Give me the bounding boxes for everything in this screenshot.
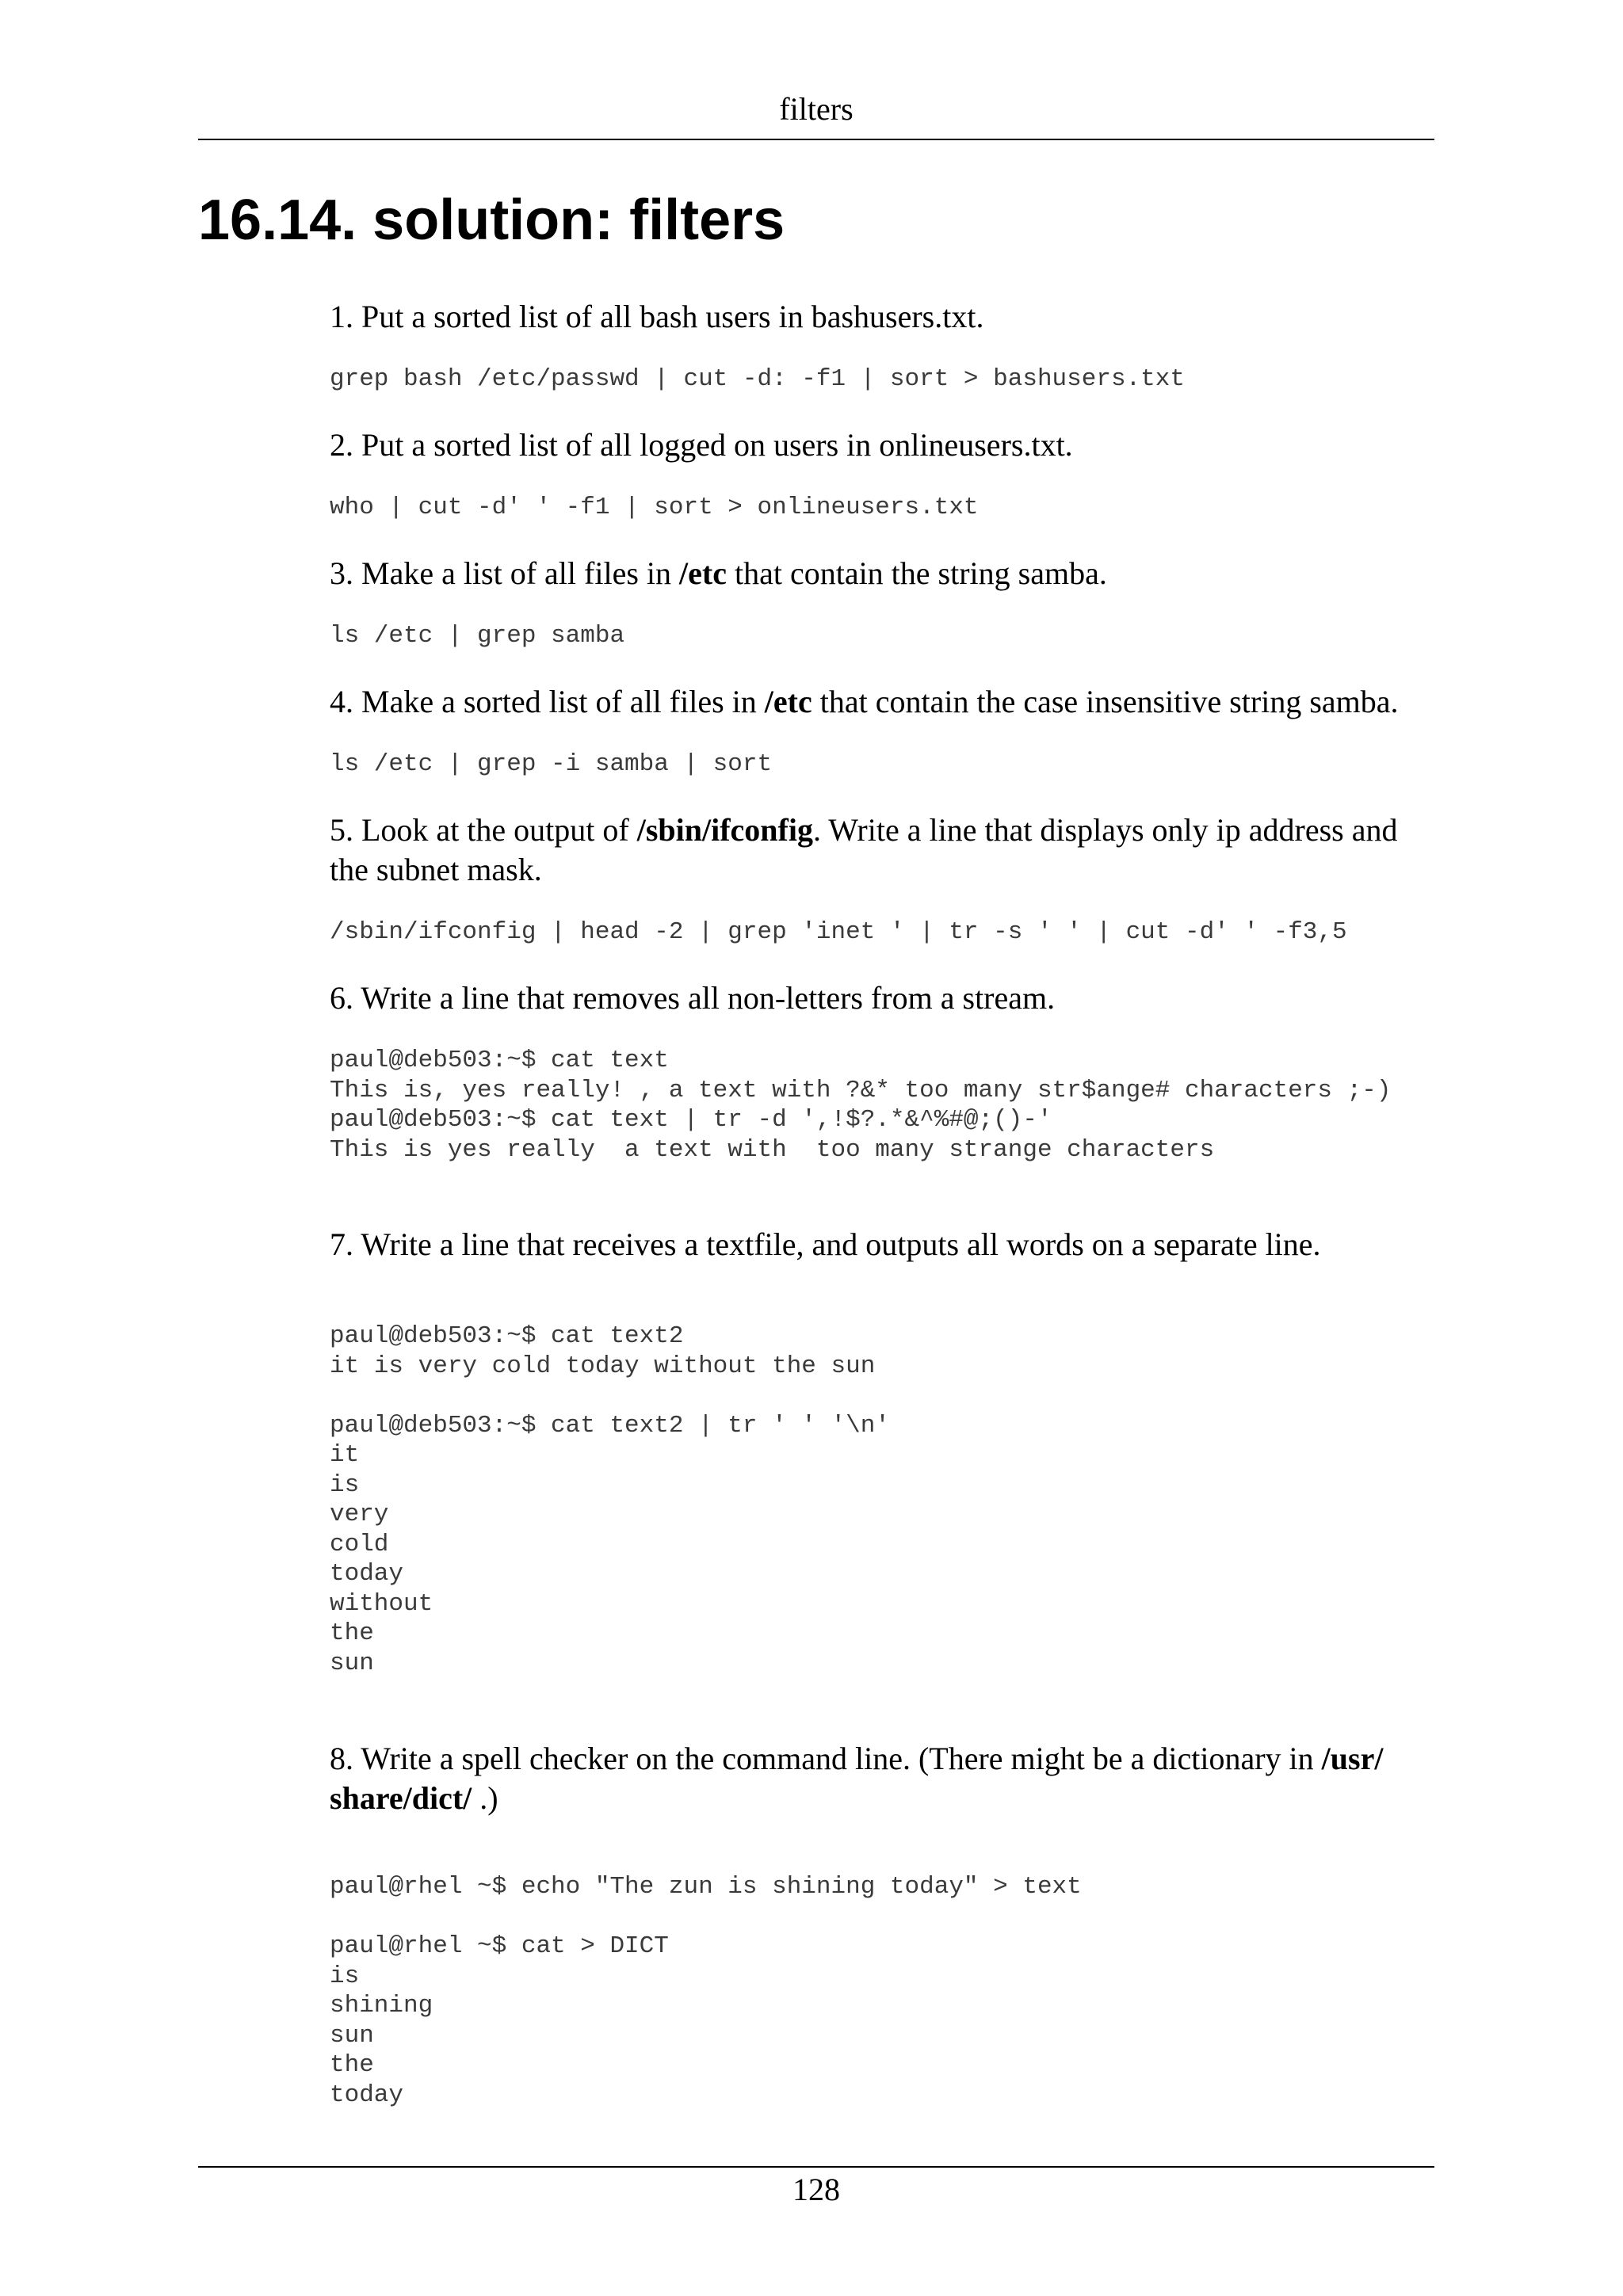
exercise-5-text <box>330 810 1436 890</box>
exercise-4-code: ls /etc | grep -i samba | sort <box>330 750 773 778</box>
section-heading: 16.14. solution: filters <box>198 189 785 252</box>
exercise-3-text-end: that contain the string samba. <box>726 555 1107 591</box>
exercise-5-text-start: 5. Look at the output of <box>330 812 637 848</box>
exercise-3-text <box>330 554 1436 593</box>
running-header: filters <box>779 91 854 127</box>
header-divider <box>198 139 1434 140</box>
exercise-7-code: paul@deb503:~$ cat text2 it is very cold today without the sun paul@deb503:~$ cat text2 | tr ' ' '\n' it is very cold today without the sun <box>330 1322 890 1677</box>
exercise-2-code: who | cut -d' ' -f1 | sort > onlineusers.txt <box>330 494 979 521</box>
exercise-5-command: /sbin/ifconfig <box>636 812 813 848</box>
exercise-8-text-end: .) <box>472 1780 498 1816</box>
exercise-8-text-start: 8. Write a spell checker on the command line. (There might be a dictionary in <box>330 1741 1322 1776</box>
exercise-5-code: /sbin/ifconfig | head -2 | grep 'inet ' | tr -s ' ' | cut -d' ' -f3,5 <box>330 918 1347 946</box>
page-number: 128 <box>792 2172 840 2207</box>
exercise-8-path: /usr/ share/dict/ <box>330 1741 1384 1816</box>
exercise-5-text-end: . Write a line that displays only ip address and the subnet mask. <box>330 812 1398 887</box>
exercise-3-path: /etc <box>679 555 727 591</box>
exercise-1-code: grep bash /etc/passwd | cut -d: -f1 | sort > bashusers.txt <box>330 365 1185 393</box>
exercise-4-text-end: that contain the case insensitive string samba. <box>812 684 1399 719</box>
exercise-3-text-start: 3. Make a list of all files in <box>330 555 680 591</box>
exercise-4-text <box>330 682 1436 722</box>
exercise-2-text: 2. Put a sorted list of all logged on users in onlineusers.txt. <box>330 427 1073 463</box>
exercise-1-text: 1. Put a sorted list of all bash users in bashusers.txt. <box>330 299 984 334</box>
exercise-4-path: /etc <box>764 684 812 719</box>
exercise-4-text-start: 4. Make a sorted list of all files in <box>330 684 765 719</box>
exercise-6-text: 6. Write a line that removes all non-letters from a stream. <box>330 980 1056 1016</box>
exercise-6-code: paul@deb503:~$ cat text This is, yes really! , a text with ?&* too many str$ange# characters ;-) paul@deb503:~$ cat text | tr -d ',!$?.*&^%#@;()-' This is yes really a text with too many strange characters <box>330 1047 1392 1164</box>
exercise-8-text <box>330 1739 1436 1818</box>
exercise-8-code: paul@rhel ~$ echo "The zun is shining today" > text paul@rhel ~$ cat > DICT is shining sun the today <box>330 1873 1082 2109</box>
exercise-3-code: ls /etc | grep samba <box>330 622 625 650</box>
footer-divider <box>198 2166 1434 2168</box>
exercise-7-text: 7. Write a line that receives a textfile, and outputs all words on a separate line. <box>330 1226 1321 1262</box>
